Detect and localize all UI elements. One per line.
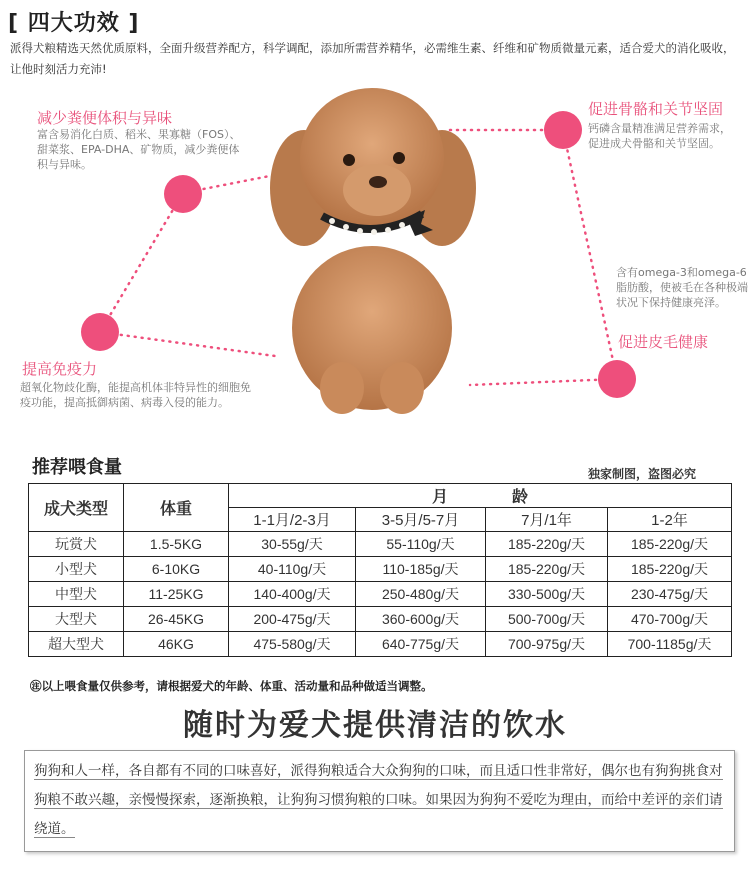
cell-amount: 475-580g/天 (229, 632, 356, 657)
intro-text: 派得犬粮精选天然优质原料，全面升级营养配方，科学调配，添加所需营养精华，必需维生素、纤维和矿物质微量元素，适合爱犬的消化吸收，让他时刻活力充沛! (10, 41, 735, 76)
water-text: 狗狗和人一样，各自都有不同的口味喜好，派得狗粮适合大众狗狗的口味，而且适口性非常好，偶尔也有狗狗挑食对狗粮不敢兴趣，亲慢慢探索，逐渐换粮，让狗狗习惯狗粮的口味。如果因为狗狗不爱吃为理由，而给中差评的亲们请绕道。 (34, 763, 723, 837)
header-age-col: 1-2年 (608, 508, 732, 532)
water-title: 随时为爱犬提供清洁的饮水 (183, 708, 567, 743)
feeding-note: ㊟以上喂食量仅供参考，请根据爱犬的年龄、体重、活动量和品种做适当调整。 (30, 679, 433, 693)
cell-type: 超大型犬 (29, 632, 124, 657)
cell-amount: 185-220g/天 (608, 532, 732, 557)
cell-amount: 640-775g/天 (356, 632, 486, 657)
cell-weight: 26-45KG (124, 607, 229, 632)
cell-weight: 46KG (124, 632, 229, 657)
table-row (29, 532, 732, 557)
table-row (29, 632, 732, 657)
feature-title-coat: 促进皮毛健康 (618, 333, 709, 351)
feature-title-immune: 提高免疫力 (22, 360, 98, 378)
copyright-note: 独家制图，盗图必究 (588, 467, 697, 481)
page-title: [ 四大功效 ] (8, 11, 140, 36)
table-row (29, 557, 732, 582)
cell-amount: 185-220g/天 (486, 557, 608, 582)
cell-amount: 700-1185g/天 (608, 632, 732, 657)
table-row (29, 582, 732, 607)
cell-amount: 140-400g/天 (229, 582, 356, 607)
cell-amount: 185-220g/天 (608, 557, 732, 582)
cell-type: 中型犬 (29, 582, 124, 607)
water-text-wrap (34, 757, 724, 844)
cell-amount: 250-480g/天 (356, 582, 486, 607)
header-age-col: 1-1月/2-3月 (229, 508, 356, 532)
feature-title-bone: 促进骨骼和关节坚固 (588, 100, 724, 118)
feature-dot-immune (81, 313, 119, 351)
header-dog-type: 成犬类型 (29, 484, 124, 532)
header-age: 月 龄 (229, 484, 732, 508)
feature-desc-bone: 钙磷含量精准满足营养需求，促进成犬骨骼和关节坚固。 (588, 122, 731, 150)
cell-amount: 230-475g/天 (608, 582, 732, 607)
cell-amount: 110-185g/天 (356, 557, 486, 582)
poodle-image (262, 78, 482, 418)
cell-weight: 6-10KG (124, 557, 229, 582)
cell-type: 玩赏犬 (29, 532, 124, 557)
feature-dot-coat (598, 360, 636, 398)
feature-desc-digest: 富含易消化白质、稻米、果寡糖（FOS）、甜菜浆、EPA-DHA、矿物质，减少粪便体积与异味。 (37, 128, 241, 171)
cell-amount: 470-700g/天 (608, 607, 732, 632)
feature-title-digest: 减少粪便体积与异味 (37, 109, 173, 127)
header-age-col: 3-5月/5-7月 (356, 508, 486, 532)
feeding-title: 推荐喂食量 (32, 457, 122, 478)
cell-weight: 11-25KG (124, 582, 229, 607)
feature-dot-digest (164, 175, 202, 213)
cell-type: 大型犬 (29, 607, 124, 632)
cell-amount: 360-600g/天 (356, 607, 486, 632)
cell-amount: 40-110g/天 (229, 557, 356, 582)
cell-amount: 30-55g/天 (229, 532, 356, 557)
cell-type: 小型犬 (29, 557, 124, 582)
cell-amount: 55-110g/天 (356, 532, 486, 557)
cell-amount: 185-220g/天 (486, 532, 608, 557)
cell-amount: 700-975g/天 (486, 632, 608, 657)
feature-dot-bone (544, 111, 582, 149)
feature-desc-coat: 含有omega-3和omega-6脂肪酸，使被毛在各种极端状况下保持健康亮泽。 (616, 266, 748, 309)
cell-amount: 330-500g/天 (486, 582, 608, 607)
header-age-col: 7月/1年 (486, 508, 608, 532)
header-weight: 体重 (124, 484, 229, 532)
feature-desc-immune: 超氧化物歧化酶，能提高机体非特异性的细胞免疫功能，提高抵御病菌、病毒入侵的能力。 (20, 381, 251, 409)
cell-amount: 200-475g/天 (229, 607, 356, 632)
feeding-table (28, 483, 732, 657)
cell-weight: 1.5-5KG (124, 532, 229, 557)
table-row (29, 607, 732, 632)
cell-amount: 500-700g/天 (486, 607, 608, 632)
